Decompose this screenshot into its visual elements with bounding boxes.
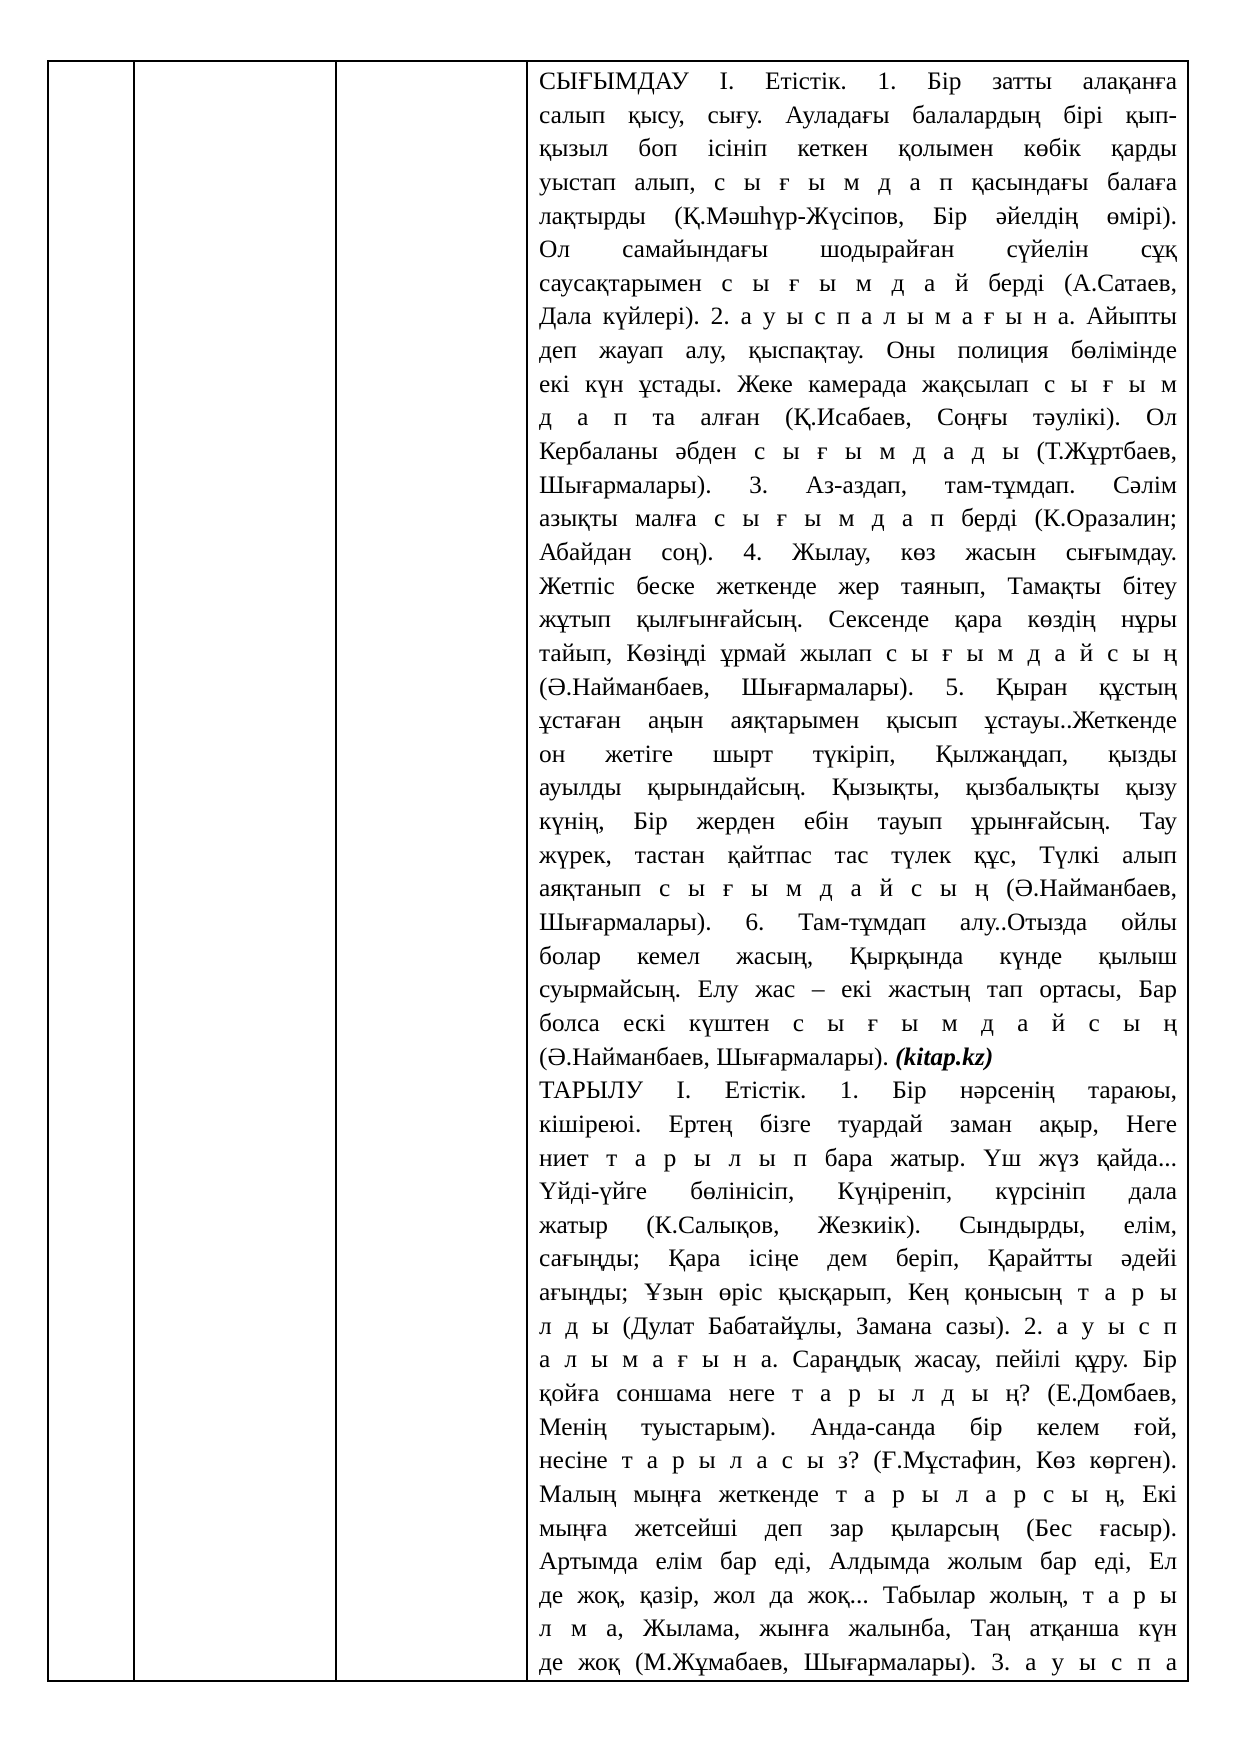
entry-line: он жетіге шырт түкіріп, Қылжаңдап, қызды [539, 739, 1177, 768]
entry-line: ТАРЫЛУ I. Етістік. 1. Бір нәрсенің тараюы, [539, 1076, 1177, 1105]
table-row [48, 61, 1188, 1681]
entry-line: қойға соншама неге т а р ы л д ы ң? (Е.Домбаев, [539, 1379, 1177, 1407]
source-citation: (kitap.kz) [895, 1042, 994, 1071]
entry-line: ниет т а р ы л ы п бара жатыр. Үш жүз қайда... [539, 1143, 1177, 1172]
entry-line: (Ә.Найманбаев, Шығармалары). 5. Қыран құстың [539, 672, 1177, 701]
entry-line: Кербаланы әбден с ы ғ ы м д а д ы (Т.Жұртбаев, [539, 437, 1177, 466]
entry-line: Артымда елім бар еді, Алдымда жолым бар еді, Ел [539, 1547, 1177, 1576]
dictionary-entries-cell [527, 61, 1188, 1681]
entry-line: ұстаған аңын аяқтарымен қысып ұстауы..Жеткенде [539, 706, 1177, 735]
entry-line: Абайдан соң). 4. Жылау, көз жасын сығымдау. [539, 537, 1177, 566]
entry-line: Шығармалары). 3. Аз-аздап, там-тұмдап. Сәлім [539, 470, 1177, 499]
entry-line: жұтып қылғынғайсың. Сексенде қара көздің нұры [539, 605, 1177, 634]
dictionary-table [47, 60, 1189, 1682]
entry-line: лақтырды (Қ.Мәшһүр-Жүсіпов, Бір әйелдің өмірі). [539, 201, 1177, 230]
entry-line: қызыл боп ісініп кеткен қолымен көбік қарды [539, 134, 1177, 163]
entry-line: тайып, Көзіңді ұрмай жылап с ы ғ ы м д а й с ы ң [539, 638, 1177, 667]
entry-line: аяқтанып с ы ғ ы м д а й с ы ң (Ә.Найманбаев, [539, 874, 1177, 903]
entry-line: күнің, Бір жерден ебін тауып ұрынғайсың. Тау [539, 807, 1177, 836]
entry-line: болса ескі күштен с ы ғ ы м д а й с ы ң [539, 1008, 1177, 1037]
entry-line: Ол самайындағы шодырайған сүйелін сұқ [539, 235, 1177, 264]
entry-line: Менің туыстарым). Анда-санда бір келем ғой, [539, 1412, 1177, 1441]
entry-line: де жоқ, қазір, жол да жоқ... Табылар жолың, т а р ы [539, 1580, 1177, 1609]
entry-line: жатыр (К.Салықов, Жезкиік). Сындырды, елім, [539, 1210, 1177, 1239]
entry-line: суырмайсың. Елу жас – екі жастың тап ортасы, Бар [539, 975, 1177, 1004]
entry-line: Шығармалары). 6. Там-тұмдап алу..Отызда ойлы [539, 908, 1177, 937]
entry-tarylu [539, 1074, 1177, 1680]
entry-line: а л ы м а ғ ы н а. Сараңдық жасау, пейілі құру. Бір [539, 1345, 1177, 1374]
entry-line: жүрек, тастан қайтпас тас түлек құс, Түлкі алып [539, 840, 1177, 869]
entry-line: деп жауап алу, қыспақтау. Оны полиция бөлімінде [539, 336, 1177, 365]
entry-line: л м а, Жылама, жынға жалынба, Таң атқанша күн [539, 1614, 1177, 1643]
entry-line: саусақтарымен с ы ғ ы м д а й берді (А.Сатаев, [539, 268, 1177, 297]
entry-line: болар кемел жасың, Қырқында күнде қылыш [539, 941, 1177, 970]
entry-line: уыстап алып, с ы ғ ы м д а п қасындағы балаға [539, 167, 1177, 196]
entry-line: азықты малға с ы ғ ы м д а п берді (К.Оразалин; [539, 504, 1177, 533]
entry-line: салып қысу, сығу. Ауладағы балалардың бірі қып- [539, 100, 1177, 129]
entry-line: мыңға жетсейші деп зар қыларсың (Бес ғасыр). [539, 1513, 1177, 1542]
entry-line: Дала күйлері). 2. а у ы с п а л ы м а ғ ы н а. Айыпты [539, 302, 1177, 331]
entry-sygymdau [539, 65, 1177, 1074]
entry-line: л д ы (Дулат Бабатайұлы, Замана сазы). 2. а у ы с п [539, 1311, 1177, 1340]
entry-line: СЫҒЫМДАУ I. Етістік. 1. Бір затты алақанға [539, 67, 1177, 95]
entry-line: д а п та алған (Қ.Исабаев, Соңғы тәулікі). Ол [539, 403, 1177, 432]
entry-line: несіне т а р ы л а с ы з? (Ғ.Мұстафин, Көз көрген). [539, 1446, 1177, 1475]
entry-line: Жетпіс беске жеткенде жер таянып, Тамақты бітеу [539, 571, 1177, 600]
entry-line-text: (Ә.Найманбаев, Шығармалары). [539, 1042, 889, 1071]
entry-line: ауылды қырындайсың. Қызықты, қызбалықты қызу [539, 773, 1177, 802]
entry-line: Үйді-үйге бөлінісіп, Күңіреніп, күрсініп дала [539, 1177, 1177, 1206]
empty-cell-3 [336, 61, 527, 1681]
entry-line: ағыңды; Ұзын өріс қысқарып, Кең қонысың т а р ы [539, 1278, 1177, 1307]
entry-line: де жоқ (М.Жұмабаев, Шығармалары). 3. а у ы с п а [539, 1648, 1177, 1677]
empty-cell-2 [134, 61, 336, 1681]
entry-line: сағыңды; Қара ісіңе дем беріп, Қарайтты әдейі [539, 1244, 1177, 1273]
entry-line: кішіреюі. Ертең бізге туардай заман ақыр, Неге [539, 1109, 1177, 1138]
empty-cell-1 [48, 61, 134, 1681]
entry-line: екі күн ұстады. Жеке камерада жақсылап с ы ғ ы м [539, 369, 1177, 398]
entry-line: Малың мыңға жеткенде т а р ы л а р с ы ң, Екі [539, 1479, 1177, 1508]
entry-line-last [539, 1041, 1177, 1075]
